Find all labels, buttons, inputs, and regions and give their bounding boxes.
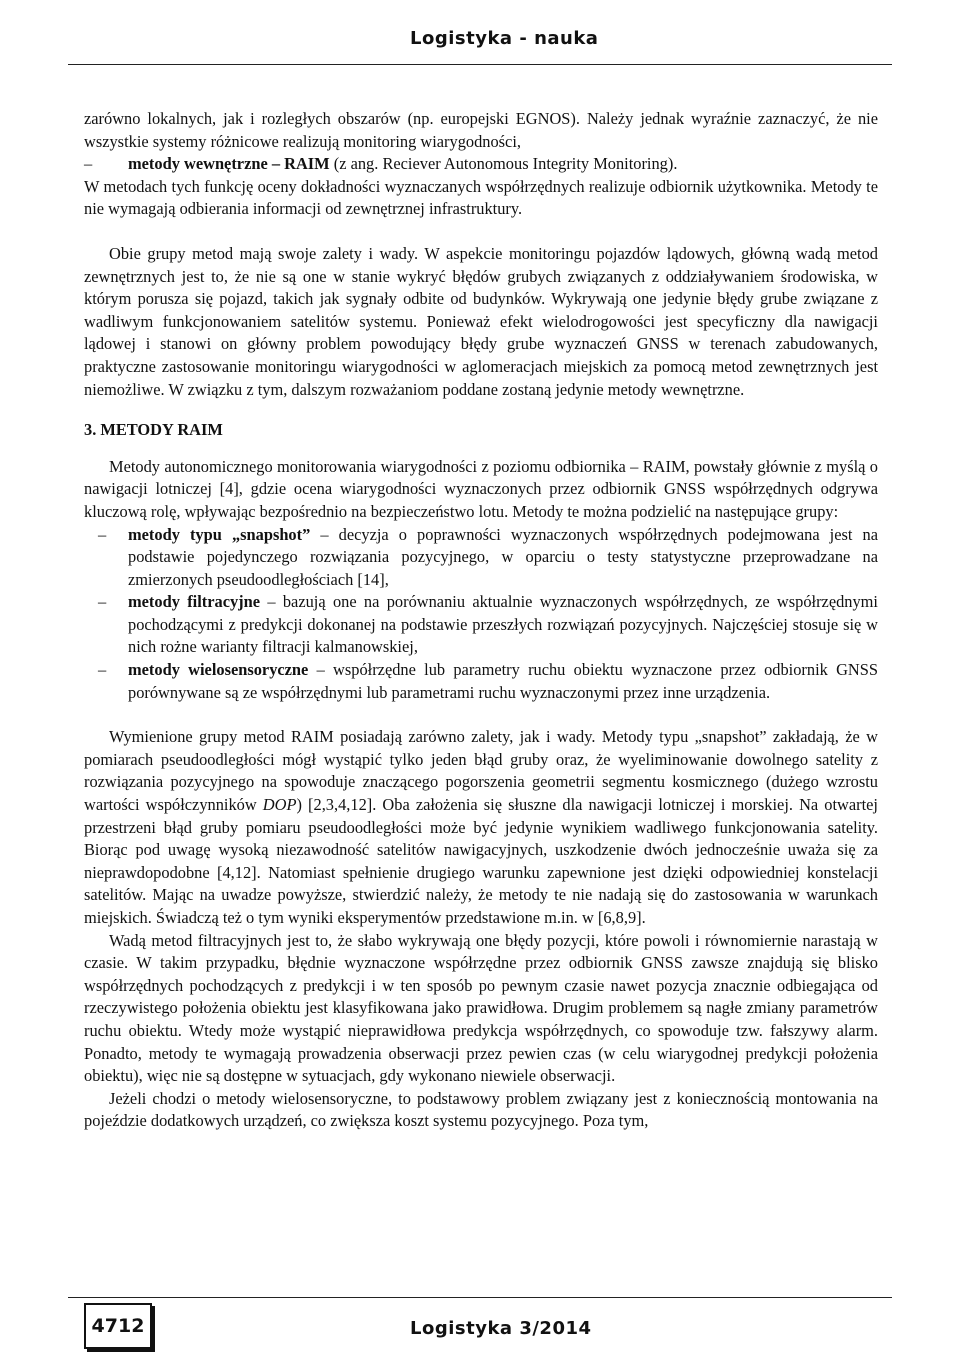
footer-rule (68, 1297, 892, 1298)
paragraph-pros-end: ) [2,3,4,12]. Oba założenia się słuszne dla nawigacji lotniczej i morskiej. Na otwartej przestrzeni błąd gruby pomiaru pseudoodległości może być jedynie wynikiem wadliwego funkcjonowania satelity. Biorąc pod uwagę wysoką niezawodność satelitów nawigacyjnych, uszkodzenie dwóch jednocześnie uważa się za nieprawdopodobne [4,12]. Natomiast spełnienie drugiego warunku zapewnione jest dzięki odpowiedniej konstelacji satelitów. Mając na uwadze powyższe, stwierdzić należy, że metody te nie nadają się do zastosowania w warunkach miejskich. Świadczą też o tym wyniki eksperymentów przedstawione m.in. w [6,8,9]. (84, 795, 878, 927)
paragraph-pros (84, 726, 878, 929)
method-name: metody filtracyjne (128, 592, 261, 612)
running-header: Logistyka - nauka (410, 28, 599, 49)
page-number: 4712 (84, 1303, 152, 1349)
method-name: metody typu „snapshot” (128, 524, 311, 544)
page-body (84, 108, 878, 1133)
intro-dash-rest: (z ang. Reciever Autonomous Integrity Monitoring). (329, 154, 678, 174)
paragraph-multisensor: Jeżeli chodzi o metody wielosensoryczne, to podstawowy problem związany jest z koniecznością montowania na pojeździe dodatkowych urządzeń, co zwiększa koszt systemu pozycyjnego. Poza tym, (84, 1088, 878, 1131)
method-description: – współrzędne lub parametry ruchu obiektu wyznaczone przez odbiornik GNSS porównywane są ze współrzędnymi lub parametrami ruchu wyznaczonymi przez inne urządzenia. (128, 660, 878, 702)
intro-dash-item (84, 153, 878, 176)
running-footer: Logistyka 3/2014 (410, 1318, 592, 1339)
dash-marker: – (84, 154, 93, 174)
intro-dash-text (128, 153, 677, 176)
paragraph-filter: Wadą metod filtracyjnych jest to, że słabo wykrywają one błędy pozycji, które powoli i równomiernie narastają w czasie. W takim przypadku, błędnie wyznaczone współrzędne przez odbiornik GNSS zawsze znajdują się blisko współrzędnych pochodzących z predykcji i w ten sposób po pewnym czasie nawet pozycja znacznie odbiegająca od rzeczywistego położenia obiektu jest klasyfikowana jako prawidłowa. Drugim problemem są nagłe zmiany parametrów ruchu obiektu. Wtedy może wystąpić nieprawidłowa predykcja współrzędnych, co spowoduje tzw. fałszywy alarm. Ponadto, metody te wymagają prowadzenia obserwacji przez pewien czas (w celu wiarygodnej predykcji położenia obiektu), więc nie są dostępne w sytuacjach, gdy wykonano niewiele obserwacji. (84, 930, 878, 1086)
list-item (84, 524, 878, 592)
method-name: metody wielosensoryczne (128, 660, 309, 680)
intro-paragraph: zarówno lokalnych, jak i rozległych obszarów (np. europejski EGNOS). Należy jednak wyraźnie zaznaczyć, że nie wszystkie systemy różnicowe realizują monitoring wiarygodności, (84, 109, 878, 151)
method-description: – bazują one na porównaniu aktualnie wyznaczonych współrzędnych, ze współrzędnymi pochodzącymi z predykcji dokonanej na podstawie przeszłych rozwiązań pozycyjnych. Najczęściej stosuje się w nich rożne warianty filtracji kalmanowskiej, (128, 592, 878, 657)
list-item (84, 659, 878, 704)
method-description: – decyzja o poprawności wyznaczonych współrzędnych podejmowana jest na podstawie pojedynczego rozwiązania pozycyjnego, w oparciu o testy statystyczne przeprowadzane na zmierzonych pseudoodległościach [14], (128, 524, 878, 589)
list-item (84, 591, 878, 659)
paragraph-pros-start: Wymienione grupy metod RAIM posiadają zarówno zalety, jak i wady. Metody typu „snapshot” zakładają, że w pomiarach pseudoodległości mógł wystąpić tylko jeden błąd gruby oraz, że wyeliminowanie dowolnego satelity z rozwiązania pozycyjnego na spowoduje znaczącego pogorszenia geometrii segmentu kosmicznego (dużego wzrostu wartości współczynników (84, 727, 878, 815)
section-heading: 3. METODY RAIM (84, 420, 223, 440)
intro-dash-bold: metody wewnętrzne – RAIM (128, 154, 330, 174)
dop-term: DOP (262, 795, 297, 815)
method-list (84, 524, 878, 705)
paragraph-raim: Metody autonomicznego monitorowania wiarygodności z poziomu odbiornika – RAIM, powstały głównie z myślą o nawigacji lotniczej [4], gdzie ocena wiarygodności wyznaczonych przez odbiornik GNSS współrzędnych odgrywa kluczową rolę, wpływając bezpośrednio na bezpieczeństwo lotu. Metody te można podzielić na następujące grupy: (84, 456, 878, 521)
intro-paragraph-continued: W metodach tych funkcję oceny dokładności wyznaczanych współrzędnych realizuje odbiornik użytkownika. Metody te nie wymagają odbierania informacji od zewnętrznej infrastruktury. (84, 176, 878, 219)
header-rule (68, 64, 892, 65)
paragraph-groups: Obie grupy metod mają swoje zalety i wady. W aspekcie monitoringu pojazdów lądowych, główną wadą metod zewnętrznych jest to, że nie są one w stanie wykryć błędów grubych związanych z oddziaływaniem środowiska, w którym porusza się pojazd, takich jak sygnały odbite od budynków. Wykrywają one jedynie błędy grube związane z wadliwym funkcjonowaniem satelitów systemu. Ponieważ efekt wielodrogowości jest specyficzny dla nawigacji lądowej i stanowi on główny problem powodujący błędy grube wyznaczeń GNSS w terenach zabudowanych, praktyczne zastosowanie monitoringu wiarygodności w aglomeracjach miejskich za pomocą metod zewnętrznych jest niemożliwe. W związku z tym, dalszym rozważaniom poddane zostaną jedynie metody wewnętrzne. (84, 243, 878, 399)
